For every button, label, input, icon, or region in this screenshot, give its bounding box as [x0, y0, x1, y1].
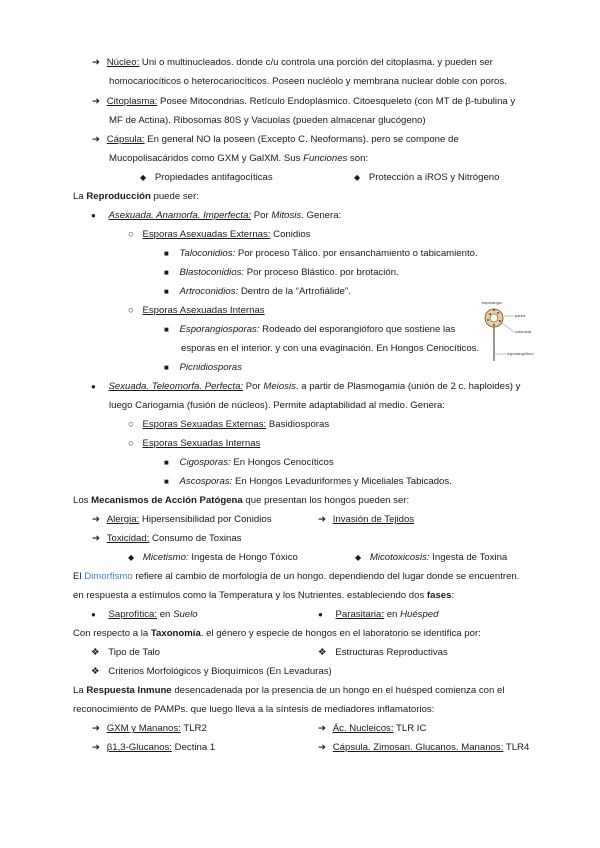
- diagram-label-pared: pared: [515, 313, 526, 318]
- arrow-icon: ➔: [318, 723, 327, 734]
- citoplasma-text: Posee Mitocondrias. Retículo Endoplásmico. Citoesqueleto (con MT de β-tubulina y: [157, 96, 516, 107]
- cigosporas-line: [164, 456, 334, 469]
- taloconidios-line: [164, 247, 478, 260]
- square-icon: ■: [164, 287, 169, 296]
- sexuada-line-1: [91, 380, 520, 393]
- cigosporas-text: En Hongos Cenocíticos: [230, 457, 334, 468]
- sex-int-label: Esporas Sexuadas Internas: [142, 438, 261, 449]
- citoplasma-line-1: [92, 95, 515, 108]
- toxicidad-text: Consumo de Toxinas: [149, 533, 242, 544]
- asexuada-text-a: Por: [251, 210, 272, 221]
- tax-item-2: [318, 646, 448, 659]
- dim-fases: fases: [426, 590, 452, 601]
- receptor-3-line: [92, 741, 215, 754]
- cigosporas-name: Cigosporas:: [179, 457, 231, 468]
- clover-icon: ❖: [91, 647, 100, 658]
- tax-item-3-text: Criterios Morfológicos y Bioquímicos (En Levaduras): [108, 666, 332, 677]
- nucleo-label: Núcleo:: [106, 57, 140, 68]
- funcion-1-text: Propiedades antifagocíticas: [154, 172, 273, 183]
- ascosporas-line: [164, 475, 452, 488]
- esporangiosporas-text: Rodeado del esporangióforo que sostiene las: [259, 324, 456, 335]
- capsula-text: En general NO la poseen (Excepto C. Neoformans). pero se compone de: [144, 134, 459, 145]
- receptor-4-text: TLR4: [503, 742, 530, 753]
- esporangiosporas-name: Esporangiosporas:: [179, 324, 260, 335]
- clover-icon: ❖: [91, 666, 100, 677]
- receptor-1-line: [92, 722, 207, 735]
- blastoconidios-line: [164, 266, 399, 279]
- artroconidios-line: [164, 285, 351, 298]
- bullet-icon: ●: [91, 211, 96, 220]
- arrow-icon: ➔: [92, 514, 101, 525]
- capsula-line-2: [109, 152, 368, 165]
- blastoconidios-name: Blastoconidios:: [179, 267, 245, 278]
- sex-ext-text: Basidiosporas: [266, 419, 330, 430]
- asexuada-label: Asexuada. Anamorfa. Imperfecta:: [108, 210, 252, 221]
- sexuada-text-a: Por: [243, 381, 264, 392]
- blastoconidios-text: Por proceso Blástico. por brotación.: [244, 267, 399, 278]
- asexuada-line: [91, 209, 341, 222]
- receptor-2-line: [318, 722, 426, 735]
- sexuada-line-2: luego Cariogamia (fusión de núcleos). Permite adaptabilidad al medio. Genera:: [109, 400, 445, 411]
- capsula-text-a: Mucopolisacáridos como GXM y GalXM. Sus: [109, 153, 304, 164]
- parasitaria-huesped: Huésped: [400, 609, 439, 620]
- bullet-icon: ●: [318, 610, 323, 619]
- receptor-1-text: TLR2: [180, 723, 207, 734]
- capsula-text-c: son:: [347, 153, 369, 164]
- asexuadas-externas-line: [128, 228, 310, 241]
- sexuadas-externas-line: [128, 418, 329, 431]
- respuesta-line-1: [73, 684, 505, 697]
- sexuada-label: Sexuada. Teleomorfa. Perfecta:: [108, 381, 244, 392]
- capsula-funciones: Funciones: [303, 153, 348, 164]
- saprofitica-suelo: Suelo: [173, 609, 198, 620]
- resp-a: La: [73, 685, 87, 696]
- nucleo-text: Uni o multinucleados. donde c/u controla una porción del citoplasma. y pueden ser: [139, 57, 493, 68]
- circle-icon: ○: [128, 229, 134, 240]
- esporangiosporas-line-2: esporas en el interior. y con una evaginación. En Hongos Cenocíticos.: [181, 343, 480, 354]
- clover-icon: ❖: [318, 647, 327, 658]
- asexuada-text-c: . Genera:: [301, 210, 342, 221]
- tax-item-3: [91, 665, 332, 678]
- sexuada-meiosis: Meiosis: [263, 381, 296, 392]
- dimorfismo-line-1: [73, 570, 519, 583]
- externas-label: Esporas Asexuadas Externas:: [142, 229, 271, 240]
- capsula-line-1: [92, 133, 459, 146]
- funcion-2-text: Protección a iROS y Nitrógeno: [368, 172, 500, 183]
- micotoxicosis-name: Micotoxicosis:: [369, 552, 430, 563]
- circle-icon: ○: [128, 419, 134, 430]
- circle-icon: ○: [128, 305, 134, 316]
- micetismo-name: Micetismo:: [142, 552, 189, 563]
- arrow-icon: ➔: [318, 514, 327, 525]
- dim-line2a: en respuesta a estímulos como la Temperatura y los Nutrientes. estableciendo dos: [73, 590, 427, 601]
- alergia-label: Alergia:: [106, 514, 140, 525]
- capsula-funcion-2: [354, 171, 499, 184]
- resp-c: desencadenada por la presencia de un hongo en el huésped comienza con el: [171, 685, 505, 696]
- arrow-icon: ➔: [92, 533, 101, 544]
- receptor-2-text: TLR IC: [393, 723, 427, 734]
- parasitaria-a: en: [384, 609, 401, 620]
- receptor-1-label: GXM y Mananos:: [106, 723, 181, 734]
- externas-text: Conidios: [270, 229, 311, 240]
- ascosporas-text: En Hongos Levaduriformes y Miceliales Tabicados.: [232, 476, 452, 487]
- micotoxicosis-line: [355, 551, 507, 564]
- arrow-icon: ➔: [92, 742, 101, 753]
- square-icon: ■: [164, 268, 169, 277]
- arrow-icon: ➔: [92, 96, 101, 107]
- parasitaria-label: Parasitaria:: [335, 609, 385, 620]
- saprofitica-line: [91, 608, 198, 621]
- micetismo-text: Ingesta de Hongo Tóxico: [188, 552, 298, 563]
- capsula-funcion-1: [140, 171, 273, 184]
- toxicidad-label: Toxicidad:: [106, 533, 150, 544]
- circle-icon: ○: [128, 438, 134, 449]
- picnidiosporas-name: Picnidiosporas: [179, 362, 242, 373]
- square-icon: ■: [164, 363, 169, 372]
- bullet-icon: ●: [91, 382, 96, 391]
- repro-intro-c: puede ser:: [150, 191, 199, 202]
- taloconidios-text: Por proceso Tálico. por ensanchamiento o tabicamiento.: [235, 248, 478, 259]
- mec-title: Mecanismos de Acción Patógena: [91, 495, 243, 506]
- alergia-text: Hipersensibilidad por Conidios: [139, 514, 272, 525]
- square-icon: ■: [164, 477, 169, 486]
- artroconidios-name: Artroconidios:: [179, 286, 239, 297]
- micotoxicosis-text: Ingesta de Toxina: [429, 552, 508, 563]
- repro-intro-a: La: [73, 191, 87, 202]
- sexuada-text-c: . a partir de Plasmogamia (unión de 2 c. haploides) y: [295, 381, 521, 392]
- square-icon: ■: [164, 458, 169, 467]
- sporangium-diagram: [476, 298, 548, 364]
- arrow-icon: ➔: [318, 742, 327, 753]
- tax-c: . el género y especie de hongos en el laboratorio se identifica por:: [200, 628, 481, 639]
- arrow-icon: ➔: [92, 57, 101, 68]
- alergia-line: [92, 513, 272, 526]
- saprofitica-label: Saprofítica:: [108, 609, 158, 620]
- capsula-label: Cápsula:: [106, 134, 145, 145]
- square-icon: ■: [164, 325, 169, 334]
- asexuada-mitosis: Mitosis: [271, 210, 302, 221]
- taloconidios-name: Taloconidios:: [179, 248, 236, 259]
- citoplasma-line-2: MF de Actina). Ribosomas 80S y Vacuolas (pueden almacenar glucógeno): [109, 115, 426, 126]
- ascosporas-name: Ascosporas:: [179, 476, 233, 487]
- tax-item-1-text: Tipo de Talo: [108, 647, 161, 658]
- square-icon: ■: [164, 249, 169, 258]
- dim-c: refiere al cambio de morfología de un hongo. dependiendo del lugar donde se encuentren.: [132, 571, 520, 582]
- diamond-icon: ◆: [355, 553, 362, 562]
- invasion-line: [318, 513, 414, 526]
- diagram-label-esporangioforo: esporangióforo: [507, 351, 534, 356]
- mec-intro-a: Los: [73, 495, 92, 506]
- dim-line2c: :: [451, 590, 455, 601]
- dimorfismo-term: Dimorfismo: [84, 571, 133, 582]
- receptor-4-label: Cápsula. Zimosan. Glucanos. Mananos:: [332, 742, 504, 753]
- micetismo-line: [128, 551, 298, 564]
- diagram-label-esporangio: esporangio: [482, 300, 502, 305]
- receptor-4-line: [318, 741, 529, 754]
- artroconidios-text: Dentro de la “Artrofiálide”.: [238, 286, 351, 297]
- tax-item-2-text: Estructuras Reproductivas: [335, 647, 448, 658]
- taxonomia-term: Taxonomía: [150, 628, 201, 639]
- tax-a: Con respecto a la: [73, 628, 151, 639]
- toxicidad-line: [92, 532, 241, 545]
- bullet-icon: ●: [91, 610, 96, 619]
- nucleo-line-1: [92, 56, 493, 69]
- diamond-icon: ◆: [128, 553, 135, 562]
- respuesta-line-2: reconocimiento de PAMPs. que luego lleva a la síntesis de mediadores inflamatorios:: [73, 704, 435, 715]
- arrow-icon: ➔: [92, 723, 101, 734]
- esporangiosporas-line-1: [164, 323, 455, 336]
- picnidiosporas-line: [164, 361, 242, 374]
- internas-label: Esporas Asexuadas Internas: [142, 305, 265, 316]
- respuesta-term: Respuesta Inmune: [86, 685, 172, 696]
- mecanismos-intro: [73, 494, 409, 507]
- dimorfismo-line-2: [73, 589, 454, 602]
- dim-a: El: [73, 571, 85, 582]
- diamond-icon: ◆: [140, 173, 147, 182]
- mec-intro-c: que presentan los hongos pueden ser:: [242, 495, 410, 506]
- receptor-3-text: Dectina 1: [171, 742, 216, 753]
- saprofitica-a: en: [157, 609, 174, 620]
- parasitaria-line: [318, 608, 438, 621]
- repro-title: Reproducción: [86, 191, 151, 202]
- nucleo-line-2: homocariocíticos o heterocariocíticos. Poseen nucléolo y membrana nuclear doble con poros.: [109, 76, 507, 87]
- invasion-label: Invasión de Tejidos: [332, 514, 415, 525]
- taxonomia-line: [73, 627, 481, 640]
- diagram-label-columela: columela: [515, 329, 532, 334]
- citoplasma-label: Citoplasma:: [106, 96, 158, 107]
- arrow-icon: ➔: [92, 134, 101, 145]
- reproduccion-intro: [73, 190, 199, 203]
- sex-ext-label: Esporas Sexuadas Externas:: [142, 419, 267, 430]
- receptor-3-label: β1,3-Glucanos:: [106, 742, 172, 753]
- receptor-2-label: Ác. Nucleicos:: [332, 723, 394, 734]
- tax-item-1: [91, 646, 160, 659]
- diamond-icon: ◆: [354, 173, 361, 182]
- sexuadas-internas-line: [128, 437, 260, 450]
- asexuadas-internas-line: [128, 304, 265, 317]
